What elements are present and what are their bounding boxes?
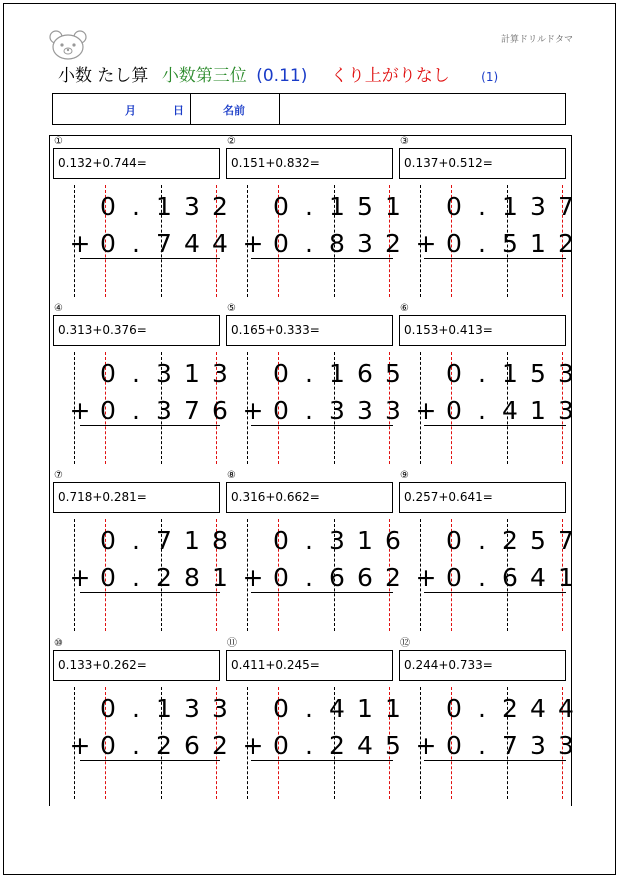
- addend-digit: .: [132, 192, 140, 221]
- answer-area[interactable]: [426, 764, 566, 798]
- problem-number: ④: [54, 303, 63, 314]
- addend-digit: 0: [273, 526, 289, 555]
- addend-digit: 1: [385, 192, 401, 221]
- problem-number: ⑩: [54, 638, 63, 649]
- equation-text: 0.244+0.733=: [404, 658, 493, 672]
- sum-line: [80, 760, 220, 761]
- addend-digit: 1: [156, 192, 172, 221]
- addend-digit: 0: [100, 526, 116, 555]
- addend-digit: .: [305, 192, 313, 221]
- addend-digit: 1: [558, 563, 574, 592]
- problem-number: ⑤: [227, 303, 236, 314]
- answer-area[interactable]: [426, 429, 566, 463]
- equation-box: [399, 482, 566, 513]
- addend-digit: 5: [385, 731, 401, 760]
- addend-digit: .: [305, 563, 313, 592]
- addend-digit: 2: [502, 694, 518, 723]
- addend-digit: 0: [273, 563, 289, 592]
- addend-digit: 6: [329, 563, 345, 592]
- equation-text: 0.137+0.512=: [404, 156, 493, 170]
- worksheet-title: [58, 64, 498, 89]
- equation-text: 0.411+0.245=: [231, 658, 320, 672]
- addend-digit: 1: [156, 694, 172, 723]
- addend-digit: .: [305, 526, 313, 555]
- sum-line: [80, 425, 220, 426]
- addend-digit: .: [478, 192, 486, 221]
- problem-number: ①: [54, 136, 63, 147]
- problem-block: [50, 135, 228, 302]
- addend-digit: .: [478, 694, 486, 723]
- addend-digit: 0: [446, 229, 462, 258]
- problem-number: ⑫: [400, 638, 410, 649]
- title-example: (0.11): [256, 66, 308, 86]
- equation-text: 0.153+0.413=: [404, 323, 493, 337]
- name-date-box: [52, 93, 566, 125]
- addend-digit: 1: [502, 359, 518, 388]
- addend-digit: .: [305, 694, 313, 723]
- sum-line: [424, 425, 566, 426]
- day-label: 日: [173, 104, 184, 117]
- addend-digit: 1: [530, 229, 546, 258]
- equation-box: [226, 482, 393, 513]
- sheet-number: (1): [481, 70, 499, 84]
- addend-digit: .: [132, 526, 140, 555]
- addend-digit: 2: [502, 526, 518, 555]
- addend-digit: 1: [530, 396, 546, 425]
- addend-digit: 3: [329, 396, 345, 425]
- month-label: 月: [125, 104, 136, 117]
- addend-digit: 0: [100, 396, 116, 425]
- addend-digit: 4: [357, 731, 373, 760]
- addend-digit: 7: [558, 526, 574, 555]
- sum-line: [80, 592, 220, 593]
- addend-digit: 0: [446, 694, 462, 723]
- addend-digit: 3: [184, 192, 200, 221]
- addend-digit: .: [132, 396, 140, 425]
- equation-text: 0.151+0.832=: [231, 156, 320, 170]
- answer-area[interactable]: [253, 596, 393, 630]
- addend-digit: 0: [273, 229, 289, 258]
- answer-area[interactable]: [426, 262, 566, 296]
- addend-digit: 8: [184, 563, 200, 592]
- addend-digit: 3: [558, 396, 574, 425]
- sum-line: [251, 592, 393, 593]
- addend-digit: 6: [357, 563, 373, 592]
- addend-digit: 3: [385, 396, 401, 425]
- addend-digit: 2: [329, 731, 345, 760]
- addend-digit: .: [478, 359, 486, 388]
- addend-digit: 0: [100, 563, 116, 592]
- plus-sign: +: [69, 229, 91, 258]
- problem-block: [223, 302, 401, 469]
- sum-line: [424, 592, 566, 593]
- problem-block: [50, 637, 228, 804]
- addend-digit: 0: [100, 731, 116, 760]
- addend-digit: .: [478, 396, 486, 425]
- problem-block: [396, 469, 574, 636]
- addend-digit: 0: [446, 359, 462, 388]
- problem-block: [223, 135, 401, 302]
- sum-line: [251, 760, 393, 761]
- addend-digit: 3: [212, 694, 228, 723]
- addend-digit: .: [132, 563, 140, 592]
- addend-digit: 2: [156, 731, 172, 760]
- answer-area[interactable]: [80, 262, 220, 296]
- sum-line: [251, 425, 393, 426]
- addend-digit: 3: [530, 192, 546, 221]
- problem-block: [396, 302, 574, 469]
- problem-number: ②: [227, 136, 236, 147]
- addend-digit: 5: [357, 192, 373, 221]
- title-operation: 小数 たし算: [58, 66, 149, 86]
- problem-number: ⑥: [400, 303, 409, 314]
- addend-digit: 7: [156, 526, 172, 555]
- problem-block: [50, 469, 228, 636]
- addend-digit: 0: [100, 229, 116, 258]
- addend-digit: 1: [212, 563, 228, 592]
- addend-digit: 0: [446, 526, 462, 555]
- addend-digit: 3: [212, 359, 228, 388]
- equation-box: [53, 148, 220, 179]
- addend-digit: 7: [184, 396, 200, 425]
- problem-block: [50, 302, 228, 469]
- addend-digit: .: [478, 731, 486, 760]
- plus-sign: +: [242, 229, 264, 258]
- plus-sign: +: [415, 396, 437, 425]
- addend-digit: 4: [502, 396, 518, 425]
- addend-digit: 0: [100, 359, 116, 388]
- addend-digit: 4: [329, 694, 345, 723]
- problem-block: [223, 637, 401, 804]
- equation-box: [53, 482, 220, 513]
- plus-sign: +: [69, 731, 91, 760]
- addend-digit: 2: [558, 229, 574, 258]
- addend-digit: 0: [273, 396, 289, 425]
- addend-digit: 6: [502, 563, 518, 592]
- addend-digit: 4: [530, 563, 546, 592]
- name-box-divider: [279, 94, 280, 124]
- addend-digit: .: [305, 229, 313, 258]
- addend-digit: 3: [156, 396, 172, 425]
- addend-digit: 6: [385, 526, 401, 555]
- addend-digit: 7: [502, 731, 518, 760]
- addend-digit: 6: [212, 396, 228, 425]
- plus-sign: +: [242, 396, 264, 425]
- addend-digit: 3: [558, 731, 574, 760]
- addend-digit: 5: [502, 229, 518, 258]
- equation-text: 0.316+0.662=: [231, 490, 320, 504]
- addend-digit: 2: [385, 229, 401, 258]
- addend-digit: .: [478, 229, 486, 258]
- addend-digit: 7: [156, 229, 172, 258]
- addend-digit: 3: [329, 526, 345, 555]
- sum-line: [424, 760, 566, 761]
- addend-digit: 0: [273, 192, 289, 221]
- addend-digit: 1: [184, 526, 200, 555]
- addend-digit: 3: [558, 359, 574, 388]
- plus-sign: +: [69, 396, 91, 425]
- plus-sign: +: [242, 731, 264, 760]
- problem-block: [396, 637, 574, 804]
- equation-text: 0.165+0.333=: [231, 323, 320, 337]
- addend-digit: 0: [273, 694, 289, 723]
- sum-line: [251, 258, 393, 259]
- problem-block: [223, 469, 401, 636]
- addend-digit: 2: [385, 563, 401, 592]
- name-label: 名前: [223, 104, 245, 117]
- addend-digit: .: [305, 731, 313, 760]
- addend-digit: .: [478, 563, 486, 592]
- plus-sign: +: [415, 563, 437, 592]
- addend-digit: 8: [329, 229, 345, 258]
- equation-text: 0.718+0.281=: [58, 490, 147, 504]
- addend-digit: 2: [212, 731, 228, 760]
- addend-digit: 5: [530, 526, 546, 555]
- answer-area[interactable]: [253, 764, 393, 798]
- addend-digit: 4: [184, 229, 200, 258]
- problem-number: ⑪: [227, 638, 237, 649]
- addend-digit: 5: [385, 359, 401, 388]
- addend-digit: 1: [357, 526, 373, 555]
- addend-digit: 8: [212, 526, 228, 555]
- equation-text: 0.132+0.744=: [58, 156, 147, 170]
- plus-sign: +: [415, 731, 437, 760]
- answer-area[interactable]: [426, 596, 566, 630]
- equation-box: [226, 315, 393, 346]
- addend-digit: 2: [156, 563, 172, 592]
- addend-digit: 7: [558, 192, 574, 221]
- plus-sign: +: [69, 563, 91, 592]
- problem-block: [396, 135, 574, 302]
- equation-box: [226, 650, 393, 681]
- answer-area[interactable]: [80, 764, 220, 798]
- equation-box: [399, 315, 566, 346]
- problem-number: ⑨: [400, 470, 409, 481]
- addend-digit: 1: [502, 192, 518, 221]
- name-box-divider: [190, 94, 191, 124]
- equation-box: [53, 315, 220, 346]
- title-level: 小数第三位: [161, 66, 247, 86]
- equation-box: [399, 650, 566, 681]
- addend-digit: .: [132, 229, 140, 258]
- addend-digit: 0: [446, 192, 462, 221]
- addend-digit: 1: [184, 359, 200, 388]
- addend-digit: 5: [530, 359, 546, 388]
- addend-digit: 0: [100, 694, 116, 723]
- addend-digit: 3: [156, 359, 172, 388]
- addend-digit: 2: [212, 192, 228, 221]
- title-condition: くり上がりなし: [330, 66, 450, 86]
- problem-number: ⑧: [227, 470, 236, 481]
- addend-digit: 3: [184, 694, 200, 723]
- sum-line: [80, 258, 220, 259]
- addend-digit: 0: [100, 192, 116, 221]
- addend-digit: 0: [446, 731, 462, 760]
- equation-box: [399, 148, 566, 179]
- addend-digit: 3: [530, 731, 546, 760]
- addend-digit: .: [305, 359, 313, 388]
- addend-digit: 4: [212, 229, 228, 258]
- brand-label: 計算ドリルドタマ: [500, 35, 573, 45]
- problem-number: ⑦: [54, 470, 63, 481]
- addend-digit: 1: [329, 192, 345, 221]
- addend-digit: 3: [357, 396, 373, 425]
- addend-digit: 0: [273, 359, 289, 388]
- addend-digit: .: [478, 526, 486, 555]
- equation-text: 0.257+0.641=: [404, 490, 493, 504]
- plus-sign: +: [242, 563, 264, 592]
- addend-digit: .: [132, 694, 140, 723]
- equation-text: 0.133+0.262=: [58, 658, 147, 672]
- addend-digit: 4: [530, 694, 546, 723]
- addend-digit: 1: [329, 359, 345, 388]
- addend-digit: 1: [357, 694, 373, 723]
- problem-number: ③: [400, 136, 409, 147]
- answer-area[interactable]: [253, 429, 393, 463]
- name-input-area[interactable]: [285, 98, 559, 120]
- addend-digit: 0: [446, 396, 462, 425]
- addend-digit: 1: [385, 694, 401, 723]
- equation-box: [226, 148, 393, 179]
- answer-area[interactable]: [253, 262, 393, 296]
- addend-digit: 0: [446, 563, 462, 592]
- addend-digit: .: [305, 396, 313, 425]
- addend-digit: 4: [558, 694, 574, 723]
- addend-digit: 3: [357, 229, 373, 258]
- addend-digit: .: [132, 731, 140, 760]
- addend-digit: .: [132, 359, 140, 388]
- sum-line: [424, 258, 566, 259]
- equation-text: 0.313+0.376=: [58, 323, 147, 337]
- addend-digit: 6: [184, 731, 200, 760]
- bear-mascot-icon: [48, 28, 88, 62]
- answer-area[interactable]: [80, 429, 220, 463]
- answer-area[interactable]: [80, 596, 220, 630]
- equation-box: [53, 650, 220, 681]
- addend-digit: 6: [357, 359, 373, 388]
- plus-sign: +: [415, 229, 437, 258]
- addend-digit: 0: [273, 731, 289, 760]
